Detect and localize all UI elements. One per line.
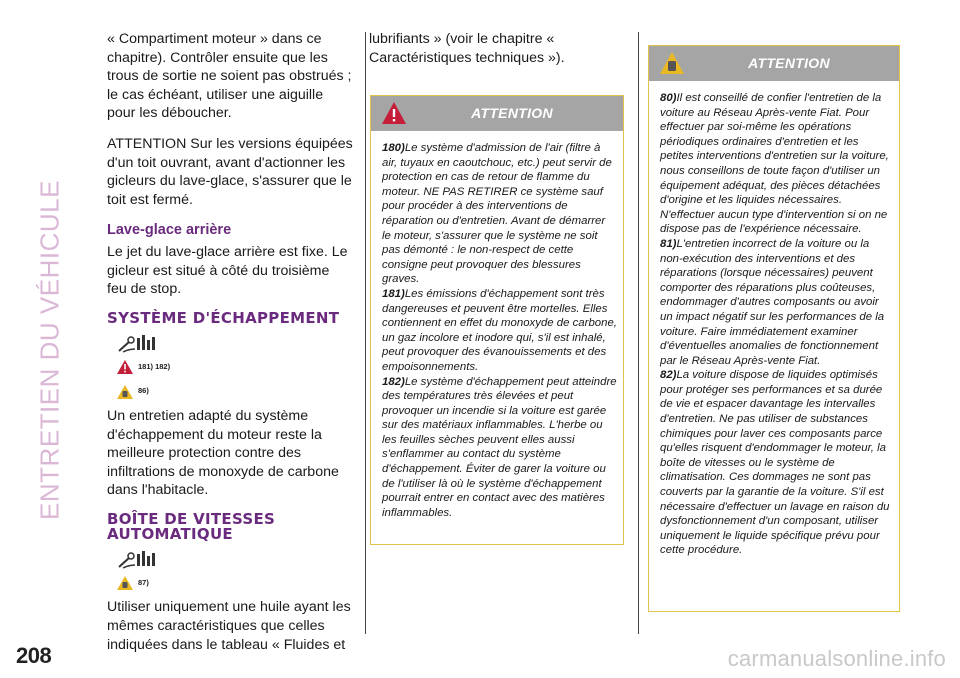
section-title-gearbox: BOÎTE DE VITESSES AUTOMATIQUE [107,509,276,543]
item-number: 182) [382,375,405,388]
attention-item [382,375,617,521]
attention-header [649,46,899,81]
item-text: Les émissions d'échappement sont très dangereuses et peuvent être mortelles. Elles contiennent en effet du monoxyde de carbone, un gaz incolore et inodore qui, s'il est inhalé, peut provoquer des évanouissements et des empoisonnements. [382,287,617,373]
attention-box-caution [648,45,900,612]
paragraph-lubricants: lubrifiants » (voir le chapitre « Caractéristiques techniques »). [369,31,565,66]
item-number: 81) [660,237,677,250]
attention-body [371,131,623,524]
item-text: L'entretien incorrect de la voiture ou la non-exécution des interventions et des réparations (lorsque nécessaires) peuvent comporter des réparations plus coûteuses, endommager d'autres composants ou avoir un impact négatif sur les performances de la voiture. Faire immédiatement examiner d'éventuelles anomalies de fonctionnement par le Réseau Après-vente Fiat. [660,237,885,367]
paragraph-nozzles: « Compartiment moteur » dans ce chapitre). Contrôler ensuite que les trous de sortie ne soient pas obstrués ; le cas échéant, utiliser une aiguille pour les déboucher. [107,31,352,122]
item-text: La voiture dispose de liquides optimisés pour protéger ses performances et sa durée de vie et espacer davantage les intervalles d'entretien. Ne pas utiliser de substances chimiques pour laver ces composants parce qu'elles risquent d'endommager le moteur, la boîte de vitesses ou le système de climatisation. Ces dommages ne sont pas couverts par la garantie de la voiture. S'il est nécessaire d'effectuer un lavage en raison du dysfonctionnement d'un composant, utiliser uniquement le liquide spécifique prévu pour cette procédure. [660,369,890,557]
column-divider-1 [365,32,366,634]
side-title-text: ENTRETIEN DU VÉHICULE [34,180,65,520]
column-middle [369,30,625,67]
paragraph-gearbox: Utiliser uniquement une huile ayant les mêmes caractéristiques que celles indiquées dans le tableau « Fluides et [107,599,351,653]
attention-item [660,237,893,368]
paragraph-rear-washer: Le jet du lave-glace arrière est fixe. Le gicleur est situé à côté du troisième feu de stop. [107,243,348,298]
item-text: Le système d'admission de l'air (filtre à air, tuyaux en caoutchouc, etc.) peut servir de protection en cas de retour de flamme du moteur. NE PAS RETIRER ce système sauf pour procéder à des interventions de réparation ou d'entretien. Avant de démarrer le moteur, s'assurer que le système ne soit pas démonté : le non-respect de cette consigne peut provoquer des blessures graves. [382,142,612,286]
attention-item [660,368,893,558]
maintenance-tools-icon [117,332,157,354]
attention-item [382,141,617,287]
attention-item [382,287,617,375]
attention-title: ATTENTION [471,105,553,121]
column-divider-2 [638,32,639,634]
item-number: 82) [660,369,677,382]
exhaust-danger-refs [117,358,353,377]
attention-box-danger [370,95,624,545]
item-number: 80) [660,92,677,104]
item-number: 180) [382,142,405,154]
caution-ref-numbers: 87) [138,577,149,587]
exhaust-caution-refs [117,382,353,401]
gearbox-caution-refs [117,574,353,593]
danger-warning-icon [117,360,133,374]
item-text: Le système d'échappement peut atteindre des températures très élevées et peut provoquer un incendie si la voiture est garée sur des matériaux inflammables. L'herbe ou les feuilles sèches peuvent elles aussi s'enflammer au contact du système d'échappement. Éviter de garer la voiture ou de l'utiliser là où le système d'échappement pourrait entrer en contact avec des matières inflammables. [382,375,617,519]
caution-hand-icon [117,576,133,590]
subheading-rear-washer: Lave-glace arrière [107,222,232,239]
page-number: 208 [16,643,52,668]
section-title-exhaust: SYSTÈME D'ÉCHAPPEMENT [107,308,340,327]
column-left [107,30,353,666]
paragraph-exhaust: Un entretien adapté du système d'échappement du moteur reste la meilleure protection contre des infiltrations de monoxyde de carbone dans l'habitacle. [107,407,339,499]
paragraph-sunroof-warning: ATTENTION Sur les versions équipées d'un toit ouvrant, avant d'actionner les gicleurs du lave-glace, s'assurer que le toit est fermé. [107,135,353,208]
attention-header [371,96,623,131]
caution-hand-icon [117,385,133,399]
item-text: Il est conseillé de confier l'entretien de la voiture au Réseau Après-vente Fiat. Pour effectuer par soi-même les opérations périodiques ordinaires d'entretien et les petites interventions d'entretien sur la voiture, nous conseillons de toute façon d'utiliser un équipement adéquat, des pièces détachées d'origine et les liquides nécessaires. N'effectuer aucun type d'intervention si on ne dispose pas de l'expérience nécessaire. [660,92,889,236]
maintenance-tools-icon [117,548,157,570]
caution-ref-numbers: 86) [138,386,149,396]
item-number: 181) [382,287,405,300]
danger-ref-numbers: 181) 182) [138,361,171,371]
attention-item [660,91,893,237]
attention-title: ATTENTION [748,55,830,71]
watermark: carmanualsonline.info [727,646,946,671]
attention-body [649,81,899,562]
